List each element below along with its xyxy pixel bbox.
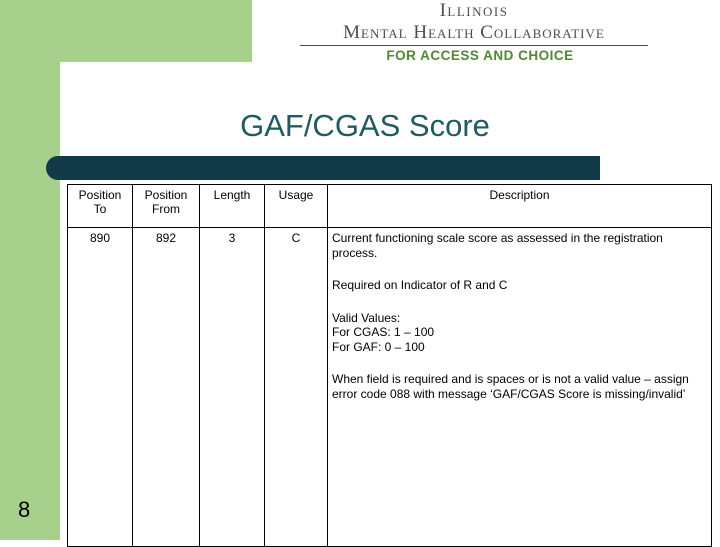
description-text: For CGAS: 1 – 100 <box>332 325 435 339</box>
description-text: When field is required and is spaces or is not a valid value – assign error code 088 with message ‘GAF/CGAS Score is missing/invalid’ <box>332 372 689 401</box>
description-text: Current functioning scale score as assessed in the registration process. <box>332 231 663 260</box>
title-underline-bar <box>46 156 600 180</box>
slide-title: GAF/CGAS Score <box>240 108 490 143</box>
cell-length: 3 <box>200 228 265 547</box>
header-length: Length <box>200 185 265 228</box>
left-green-band <box>0 0 60 540</box>
logo-line-1: Illinois <box>439 0 509 21</box>
description-text: Required on Indicator of R and C <box>332 278 508 292</box>
logo-line-2: Mental Health Collaborative <box>343 22 605 43</box>
header-position-from: Position From <box>133 185 200 228</box>
header-description: Description <box>328 185 712 228</box>
description-paragraph <box>332 372 707 401</box>
logo-rule <box>300 45 648 46</box>
description-paragraph <box>332 311 707 355</box>
cell-position-from: 892 <box>133 228 200 547</box>
cell-usage: C <box>265 228 328 547</box>
cell-description <box>328 228 712 547</box>
description-paragraph <box>332 278 707 293</box>
header-usage: Usage <box>265 185 328 228</box>
page-number: 8 <box>18 497 31 522</box>
description-text: Valid Values: <box>332 310 401 325</box>
logo-line-3: FOR ACCESS AND CHOICE <box>386 48 574 63</box>
description-paragraph <box>332 231 707 260</box>
description-text: For GAF: 0 – 100 <box>332 339 425 354</box>
table-header-row <box>68 185 712 228</box>
table-row <box>68 228 712 547</box>
header-position-to: Position To <box>68 185 133 228</box>
field-spec-table <box>67 184 712 547</box>
cell-position-to: 890 <box>68 228 133 547</box>
top-green-band <box>0 0 252 62</box>
logo <box>296 0 652 64</box>
